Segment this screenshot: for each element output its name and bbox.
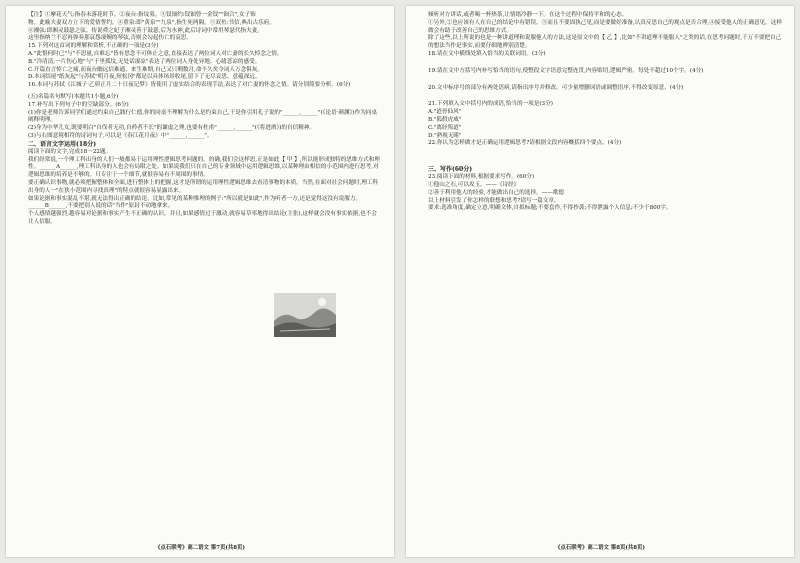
answer-space [428,59,782,68]
text-line: 我们经常说,一个理工科出身的人们一般都易于运用理性逻辑思考问题的。的确,我们会这样思,正是如此【 甲 】,所以能形成独特的思维方式和理性。______A______,理工科出身的人也会有局限之处。如果说我们只在自己的专业领域中运用逻辑思维,以某种理由相信的小范围内进行思考,对逻辑思维的培养是不够的。只专注于一个细节,就很容易有不周围的事情。 [28,156,380,179]
text-line: 16.本词与苏轼《江城子·乙卯正月二十日夜记梦》皆使用了虚实结合的表现手法,表达了对亡妻的怀念之情。请分别简要分析。(6分) [28,82,351,89]
page-7-content [28,12,382,227]
text-line: 除了这些,以上所说的也是一种讲道理和说服他人的方法,这是原文中的【 乙 】,比如"不讲道理不能服人"之类的话,在思考问题时,千万不要把自己的想法当作是事实,而要仔细地辨别清楚。 [428,35,782,50]
text-line: 15.下列对这首词的理解和赏析,不正确的一项是(3分) [28,43,159,50]
text-line: (2)身为中华儿女,既要明白"自伐者无功,自矜者不长"的谦虚之理,也要有杜甫"______,______"(《将进酒》)的自信精神。 [28,125,315,132]
text-line: ②善于利用他人的经验,才能做出自己的选择。——歌德 [428,189,565,196]
exam-page-8 [406,6,794,557]
text-line: 【注】①摩花天气:指春末落花时节。②夜台:指坟墓。③钗钿约:钗钿曾一金钗""钿合",女子饰 [28,12,256,18]
text-line: 这里指纳兰不忍再弹奏那哀怨凄婉的琴弦,否则会勾起伤亡的哀思。 [28,35,192,42]
text-line: ①他山之石,可以攻玉。——《诗经》 [428,181,520,188]
text-line: (五)名篇名句默写(本题共1小题,6分) [28,93,119,100]
text-line: 物。此喻夫妻双方立下的爱情誓约。④重泉:即"黄泉""九泉",指生死两隔。⑤双鱼:书信,典出古乐府。 [28,19,275,26]
text-line: 个人感情越强烈,越容易对论据和事实产生不正确的认识。并且,如果感情过于激动,就容易草率地得出结论(主张),这样就会没有事实依据,也不会让人信服。 [28,211,377,225]
text-line: D."熟视无睹" [428,132,462,139]
text-line: 倾听对方讲话,或者喝一杯热茶,让情绪冷静一下。在这个过程中保持平和的心态。 [428,12,628,18]
text-line: 18.请在文中横线处填入恰当的关联词语。(3分) [428,50,546,57]
text-line: 19.请在文中方括号内补写恰当的语句,使整段文字语意完整连贯,内容贴切,逻辑严密。每处不超过10个字。(4分) [428,67,704,74]
text-line: ⑥湘弦:即湘灵鼓瑟之弦。传说舜之妃子湘灵善于鼓瑟,后为水神,此后诗词中常用琴瑟代指夫妻, [28,27,259,34]
text-line: 21.下列填入文中括号内的成语,恰当的一项是(3分) [428,101,553,108]
text-line: 如果论据和事实混乱不堪,就无法得出正确的结论。比如,常见的某种推理的例子:"所以就是如此",作为听者一方,还是觉得这没有说服力。______B______,不要把别人说的话"当作"原封不动地拿来。 [28,195,361,210]
page-8-footer: 《点石联考》高二语文 第8页(共8页) [555,545,645,551]
text-line: C.开篇直言悼亡之痛,而夜台幽远信难通、来生难期,自己又只剩数月,命不久矣令词人万念俱灰。 [28,66,263,73]
text-line: A."道骨仙风" [428,109,462,116]
answer-space [428,76,782,85]
text-line: 23.阅读下面的材料,根据要求写作。(60分) [428,174,535,181]
text-line: 阅读下面的文字,完成18～22题。 [28,148,112,155]
section-heading: 三、写作(60分) [428,166,473,174]
landscape-painting [274,293,336,337]
text-line: C."离经叛道" [428,124,462,131]
page-7-footer: 《点石联考》高二语文 第7页(共8页) [155,545,245,551]
text-line: (1)你是老师告诉同学们通过约束自己践行仁德,你的同桌不理解为什么是约束自己,于是你引用孔子说的"______,______"(《论语·颜渊》)作为同桌阐释明理。 [28,109,377,124]
exam-page-7 [6,6,394,557]
answer-space [428,148,782,157]
text-line: A."此恨何时已"与"不思量,自难忘"皆有思念不可休止之意,直接表达了两位词人对亡妻的长久悼念之情。 [28,50,283,57]
text-line: 17.补写出下列句子中的空缺部分。(6分) [28,101,129,108]
text-line: B."冷清清,一片伤心地"与"千里孤坟,无处话凄凉"表达了两位词人身处异地、心绪悲凉的感受。 [28,58,261,65]
answer-space [428,157,782,166]
text-line: (3)与右图意境相符的诗词句子,可以是《春江花月夜》中"______,______"。 [28,132,213,139]
text-line: 以上材料引发了你怎样的联想和思考?请写一篇文章。 [428,197,560,204]
text-line: D.本词结尾"纸灰起"与苏轼"明月夜,短松冈"都是以具体场景收尾,留下了无尽哀思、意蕴深远。 [28,74,261,81]
text-line: ①另外,②也应该有人在自己的结论中有错误。③而且不要固执己见,而是要做好准备,认真反思自己的观点是否合理,④接受他人的正确意见。这样做会有助于改善自己的思维方式。 [428,19,782,34]
text-line: B."狐假虎威" [428,116,462,123]
text-line: 20.文中标序号的部分有两处语病,请指出序号并修改。可少量增删词语或调整语序,不得改变原意。(4分) [428,84,684,91]
text-line: 要正确认识事物,就必须把握整体和全面,进行整体上的把握,这才是所谓的运用理性逻辑思维去看清事物的本质。当然,在面对社会问题时,理工科出身的人一"在狭小范围内寻找真理"的特点就很容易显露出来。 [28,179,379,194]
page-8-content [428,12,782,213]
text-line: 22.你认为怎样做才是正确运用逻辑思考?请根据文段内容概括四个要点。(4分) [428,140,622,147]
section-heading: 二、语言文字运用(18分) [28,140,97,148]
text-line: 要求:选准角度,确定立意,明确文体,自拟标题;不要套作,不得抄袭;不得泄露个人信息;不少于800字。 [428,205,672,212]
